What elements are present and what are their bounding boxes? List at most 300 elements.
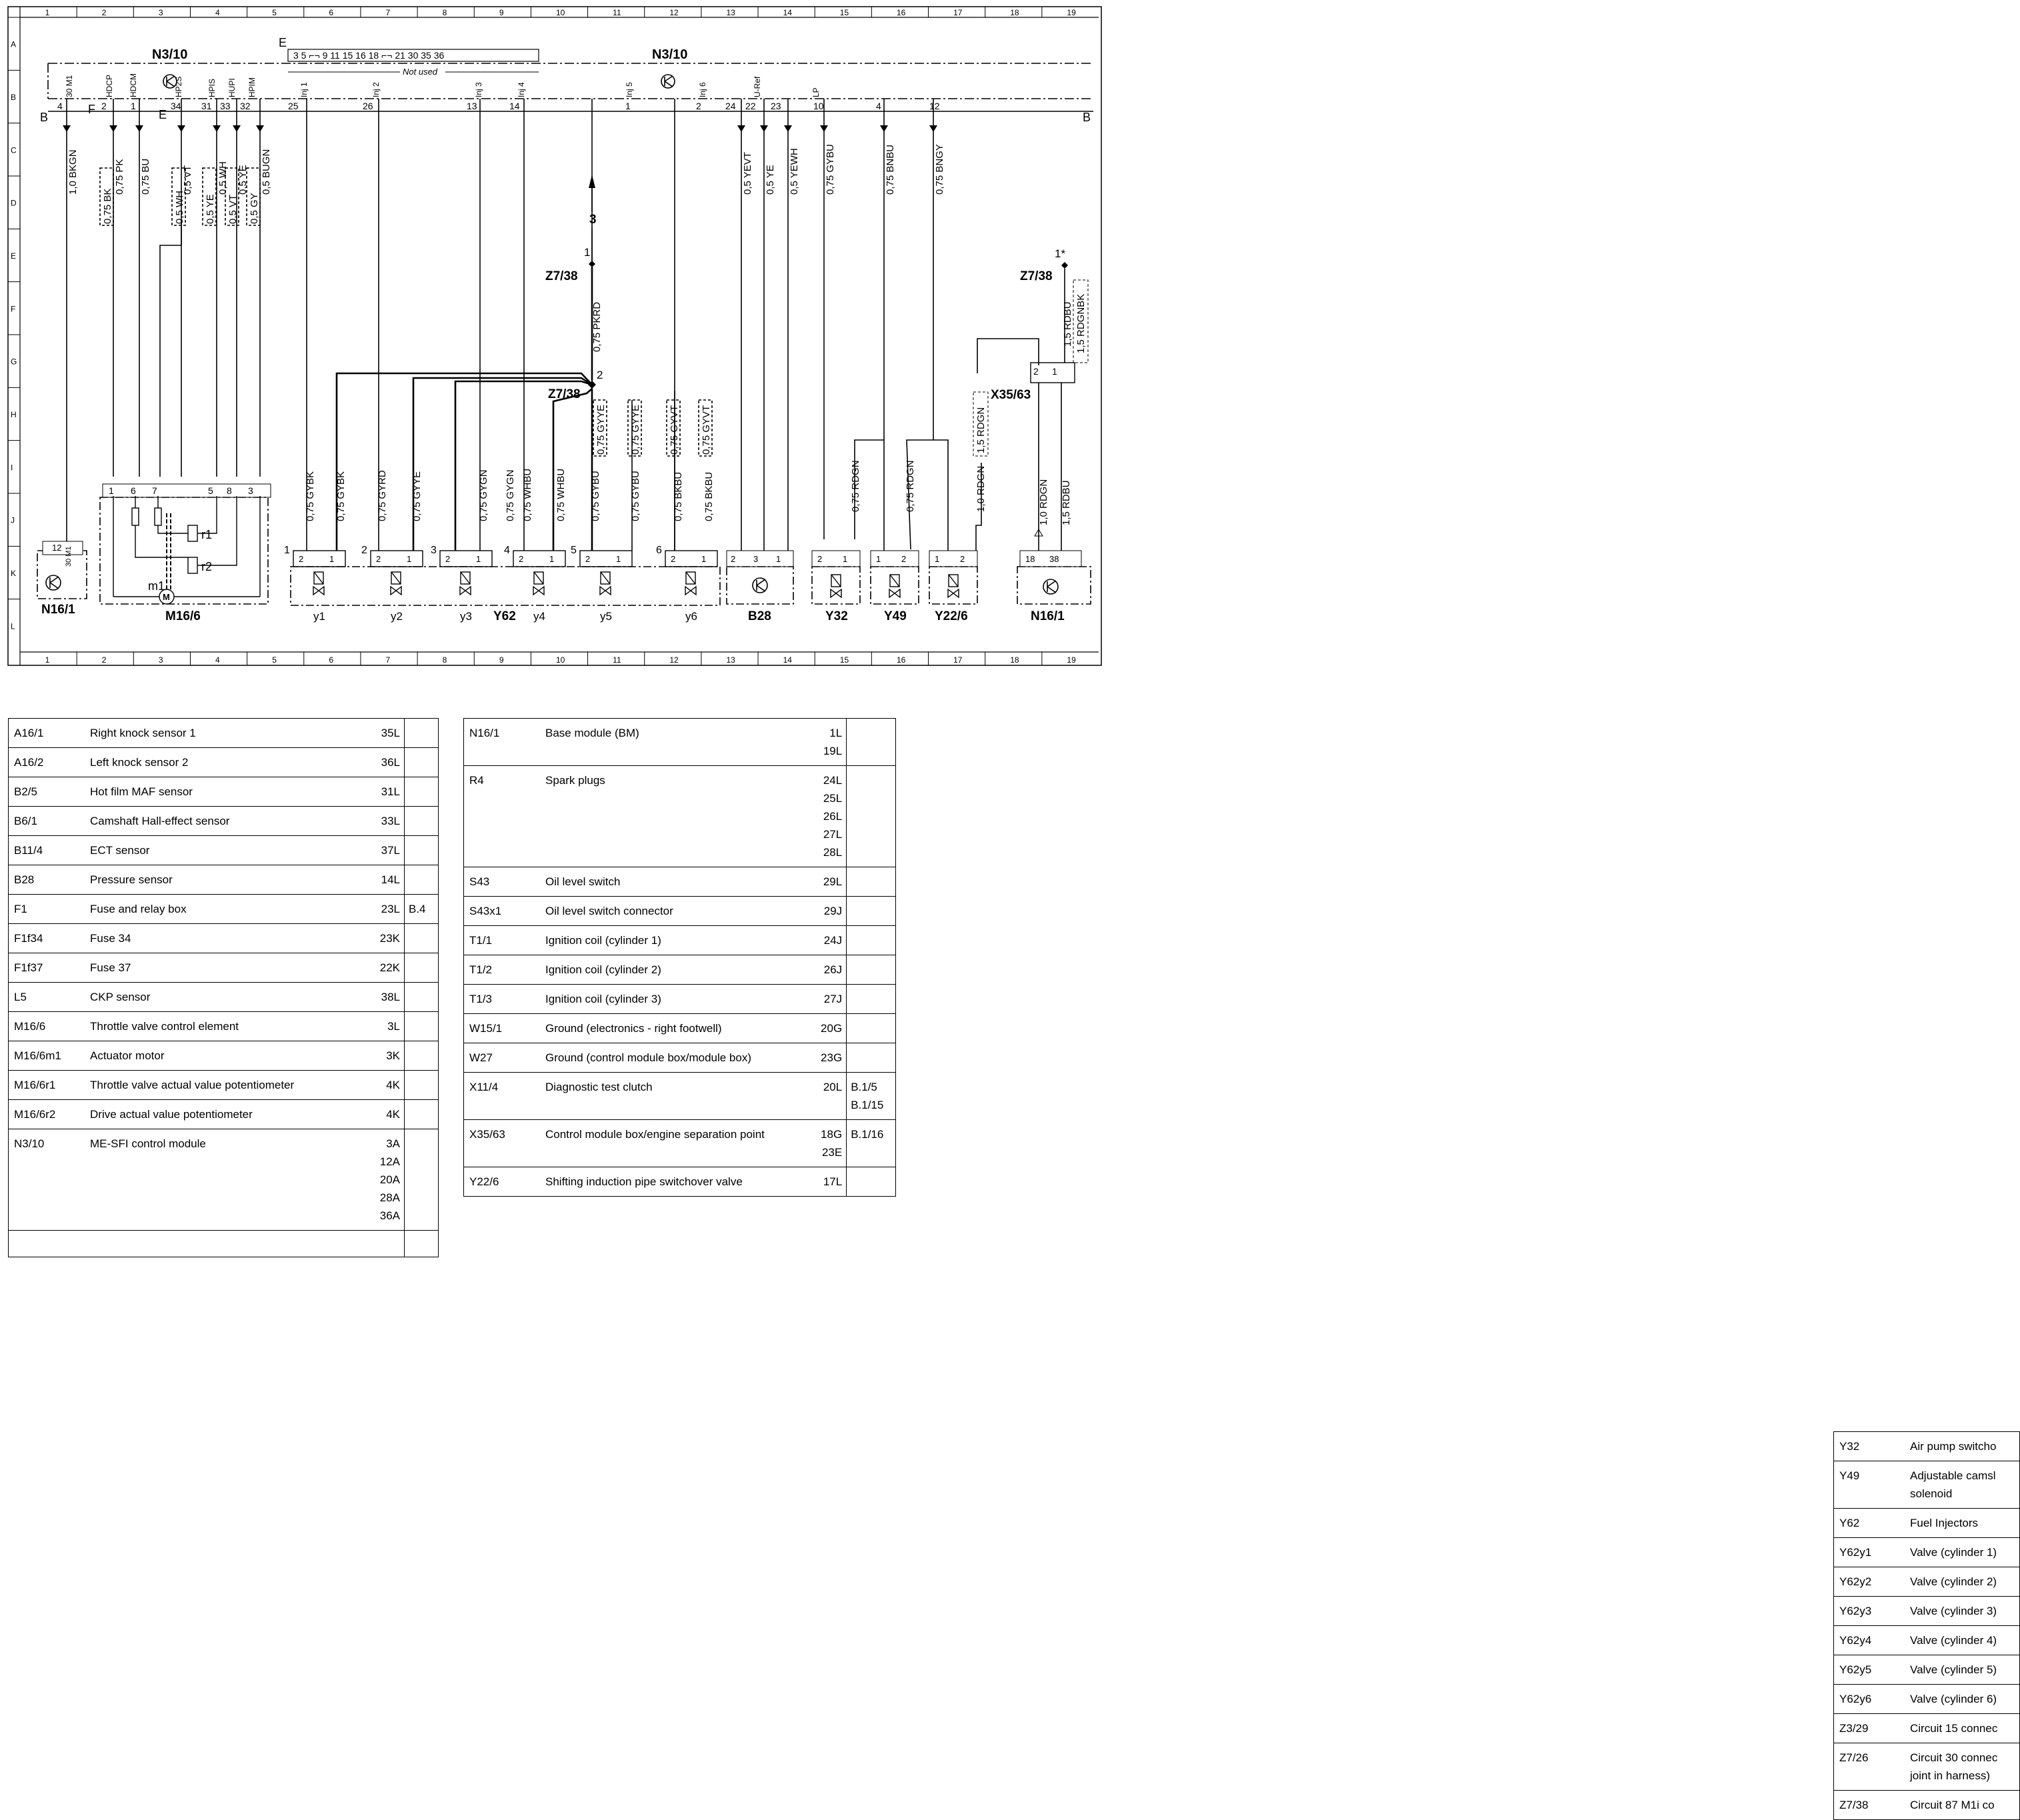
legend-ref — [405, 777, 439, 807]
solenoid-valve-icon — [948, 575, 959, 597]
legend-row — [1834, 1655, 2020, 1685]
legend-loc: 22K — [367, 953, 405, 983]
legend-loc: 23L — [367, 895, 405, 924]
legend-code: F1 — [9, 895, 87, 924]
transistor-icon — [1043, 579, 1058, 594]
row-label: E — [11, 251, 17, 261]
column-label: 14 — [783, 8, 792, 17]
wire-label: 0,75 BNGY — [934, 144, 945, 195]
legend-row — [1834, 1714, 2020, 1743]
wire-label: 0,75 BU — [140, 158, 151, 195]
pin-name: HP2S — [174, 76, 183, 97]
column-label: 6 — [329, 655, 334, 665]
column-label: 8 — [442, 655, 447, 665]
pin-name: Inj 4 — [517, 82, 526, 97]
legend-row — [1834, 1509, 2020, 1538]
column-label: 19 — [1067, 655, 1076, 665]
legend-desc: Control module box/engine separation point — [541, 1120, 811, 1167]
valve-label: y2 — [391, 610, 403, 623]
legend-code: T1/2 — [464, 955, 542, 985]
legend-desc: Fuse 37 — [86, 953, 367, 983]
svg-text:2: 2 — [731, 554, 736, 564]
legend-row — [9, 777, 439, 807]
legend-desc: Ignition coil (cylinder 2) — [541, 955, 811, 985]
wire-label: 0,5 YE — [765, 165, 776, 195]
column-label: 10 — [556, 655, 565, 665]
pin-name: HDCM — [129, 73, 138, 97]
column-label: 5 — [272, 655, 277, 665]
pin-name: U-Ref — [753, 76, 762, 97]
label-e-top: E — [279, 36, 287, 49]
legend-desc: Drive actual value potentiometer — [86, 1100, 367, 1129]
shield-label: 0,5 WH — [174, 190, 185, 224]
legend-row — [464, 955, 896, 985]
legend-ref — [405, 1012, 439, 1041]
pin-name-labels — [65, 73, 821, 97]
n3-10-label-left: N3/10 — [152, 47, 188, 62]
column-label: 7 — [385, 655, 391, 665]
svg-text:1: 1 — [843, 554, 848, 564]
pin-name: Inj 5 — [625, 82, 634, 97]
legend-row — [9, 1041, 439, 1071]
solenoid-valve-icon — [685, 572, 696, 595]
legend-row — [464, 1073, 896, 1120]
legend-code: R4 — [464, 766, 542, 867]
splice-node-icon — [589, 261, 595, 267]
valve-number: 6 — [656, 545, 662, 556]
legend-desc: Hot film MAF sensor — [86, 777, 367, 807]
column-label: 3 — [158, 8, 163, 17]
y49-label: Y49 — [884, 609, 907, 623]
pin-number: 33 — [220, 101, 231, 111]
pin-number: 24 — [725, 101, 736, 111]
injector-wire-label: 0,75 WHBU — [522, 468, 533, 521]
shield-label: 0,5 YE — [205, 194, 216, 224]
legend-code: Y62y3 — [1834, 1597, 1907, 1626]
legend-ref — [405, 1129, 439, 1231]
n16-1-right-label: N16/1 — [1031, 609, 1065, 623]
wiring-diagram — [0, 0, 1099, 673]
injector-wire-label: 0,75 WHBU — [555, 468, 567, 521]
legend-loc: 36L — [367, 748, 405, 777]
connector-arrow-icon — [256, 125, 264, 132]
legend-code: Y62y1 — [1834, 1538, 1907, 1567]
legend-loc: 29L — [811, 867, 847, 897]
wire-label: 0,75 GYBU — [825, 144, 836, 195]
legend-code: L5 — [9, 983, 87, 1012]
n16-pin: 12 — [52, 543, 62, 553]
valve-label: y6 — [685, 610, 697, 623]
legend-code: Z7/38 — [1834, 1791, 1907, 1820]
legend-row — [9, 836, 439, 865]
column-label: 12 — [669, 655, 679, 665]
row-label: L — [11, 621, 15, 631]
legend-loc: 14L — [367, 865, 405, 895]
legend-code: W15/1 — [464, 1014, 542, 1043]
legend-code: S43 — [464, 867, 542, 897]
injector-wire-label: 0,75 GYBU — [590, 471, 601, 521]
connector-arrow-icon — [63, 125, 71, 132]
legend-desc: Diagnostic test clutch — [541, 1073, 811, 1120]
legend-code: Y49 — [1834, 1461, 1907, 1509]
m16-pin: 5 — [208, 485, 213, 496]
legend-code: M16/6 — [9, 1012, 87, 1041]
legend-code: B28 — [9, 865, 87, 895]
solenoid-valve-icon — [831, 575, 841, 597]
legend-row — [464, 1167, 896, 1197]
b28-box — [727, 567, 793, 604]
row-label: F — [11, 304, 16, 314]
legend-loc: 38L — [367, 983, 405, 1012]
legend-row — [464, 897, 896, 926]
legend-code: M16/6m1 — [9, 1041, 87, 1071]
legend-desc: Circuit 15 connec — [1906, 1714, 2020, 1743]
shield-label: 0,5 VT — [227, 194, 239, 224]
column-label: 13 — [726, 655, 735, 665]
y62-box — [291, 567, 720, 605]
legend-desc: ECT sensor — [86, 836, 367, 865]
svg-text:18: 18 — [1025, 554, 1035, 564]
label-b-right: B — [1083, 111, 1091, 124]
column-label: 5 — [272, 8, 277, 17]
pin-name: HPIM — [247, 77, 257, 97]
injector-shield-label: 0,75 GYYE — [630, 404, 641, 455]
wire-labels — [67, 144, 945, 521]
legend-loc: 33L — [367, 807, 405, 836]
n16-pin: 30 M1 — [65, 546, 73, 567]
svg-text:1: 1 — [776, 554, 781, 564]
column-label: 13 — [726, 8, 735, 17]
legend-desc: CKP sensor — [86, 983, 367, 1012]
legend-desc: Valve (cylinder 1) — [1906, 1538, 2020, 1567]
valve-label: y3 — [460, 610, 472, 623]
legend-loc: 29J — [811, 897, 847, 926]
row-ruler — [8, 17, 20, 631]
solenoid-valve-icon — [391, 572, 401, 595]
legend-desc: Ignition coil (cylinder 1) — [541, 926, 811, 955]
m16-6-box — [100, 497, 268, 604]
n3-10-label-right: N3/10 — [652, 47, 688, 62]
legend-ref — [405, 983, 439, 1012]
column-label: 15 — [839, 8, 849, 17]
legend-desc — [86, 1231, 367, 1257]
svg-text:1: 1 — [329, 554, 335, 564]
pin-name: HDCP — [105, 74, 114, 97]
legend-code: Y22/6 — [464, 1167, 542, 1197]
rdbu-top-wire: 1,5 RDBU — [1062, 301, 1073, 347]
legend-loc: 3K — [367, 1041, 405, 1071]
pin-number: 25 — [288, 101, 299, 111]
y32-box — [812, 567, 860, 604]
legend-loc: 37L — [367, 836, 405, 865]
transistor-icon — [753, 578, 767, 593]
pin-name: Inj 1 — [299, 82, 309, 97]
column-label: 4 — [215, 655, 220, 665]
connector-arrow-icon — [135, 125, 143, 132]
connector-arrow-icon — [929, 125, 937, 132]
label-f: F — [88, 103, 95, 116]
row-label: C — [11, 145, 17, 155]
column-label: 17 — [953, 655, 963, 665]
legend-code: Y62y6 — [1834, 1685, 1907, 1714]
legend-desc: Camshaft Hall-effect sensor — [86, 807, 367, 836]
legend-code: T1/3 — [464, 985, 542, 1014]
legend-code: N16/1 — [464, 719, 542, 766]
svg-text:2: 2 — [299, 554, 304, 564]
column-label: 8 — [442, 8, 447, 17]
legend-ref: B.1/16 — [847, 1120, 896, 1167]
svg-text:2: 2 — [585, 554, 591, 564]
wire-label: 0,5 WH — [217, 161, 229, 195]
svg-text:3: 3 — [753, 554, 759, 564]
legend-loc: 24L 25L 26L 27L 28L — [811, 766, 847, 867]
legend-loc: 20L — [811, 1073, 847, 1120]
column-label: 11 — [613, 655, 621, 665]
column-label: 16 — [896, 655, 906, 665]
injector-wire-label: 0,75 GYYE — [411, 471, 423, 521]
b28-label: B28 — [748, 609, 771, 623]
legend-row — [9, 1231, 439, 1257]
svg-text:2: 2 — [817, 554, 823, 564]
legend-code: X35/63 — [464, 1120, 542, 1167]
rdgn-wire-1: 0,75 RDGN — [850, 460, 861, 512]
legend-ref — [847, 926, 896, 955]
solenoid-valve-icon — [460, 572, 471, 595]
svg-text:2: 2 — [960, 554, 965, 564]
column-label: 19 — [1067, 8, 1076, 17]
row-label: K — [11, 569, 17, 578]
svg-text:1: 1 — [476, 554, 481, 564]
pin-number: 23 — [771, 101, 781, 111]
row-label: G — [11, 357, 17, 367]
valve-number: 2 — [361, 545, 367, 556]
legend-ref — [847, 719, 896, 766]
legend-code: Z3/29 — [1834, 1714, 1907, 1743]
legend-desc: Valve (cylinder 5) — [1906, 1655, 2020, 1685]
legend-desc: Base module (BM) — [541, 719, 811, 766]
injector-wire-label: 0,75 GYGN — [478, 469, 489, 521]
transistor-icon — [46, 575, 61, 590]
legend-ref: B.4 — [405, 895, 439, 924]
legend-loc: 23K — [367, 924, 405, 953]
svg-text:2: 2 — [519, 554, 524, 564]
injector-wire-label: 0,75 GYGN — [505, 469, 516, 521]
legend-code: Y62y2 — [1834, 1567, 1907, 1597]
column-label: 3 — [158, 655, 163, 665]
legend-code: Y62y4 — [1834, 1626, 1907, 1655]
legend-ref — [847, 955, 896, 985]
legend-code: T1/1 — [464, 926, 542, 955]
rdgnbk-wire: 1,5 RDGNBK — [1075, 293, 1087, 353]
pin-number-labels — [57, 101, 940, 111]
legend-code: F1f37 — [9, 953, 87, 983]
legend-row — [1834, 1567, 2020, 1597]
pin-number: 34 — [171, 101, 181, 111]
m16-pin: 3 — [248, 485, 253, 496]
motor-icon: M — [163, 592, 170, 602]
solenoid-valve-icon — [533, 572, 544, 595]
legend-desc: Actuator motor — [86, 1041, 367, 1071]
legend-ref — [405, 1041, 439, 1071]
valve-label: y4 — [533, 610, 545, 623]
row-label: J — [11, 515, 15, 525]
row-label: D — [11, 198, 17, 208]
column-label: 12 — [669, 8, 679, 17]
valve-label: y5 — [600, 610, 612, 623]
splice-node-icon — [1061, 262, 1068, 269]
wire-label: 0,5 VT — [182, 165, 193, 195]
column-label: 17 — [953, 8, 963, 17]
legend-row — [9, 807, 439, 836]
legend-ref — [847, 1043, 896, 1073]
connector-arrow-icon — [880, 125, 888, 132]
legend-desc: Oil level switch connector — [541, 897, 811, 926]
node-pin-1: 1 — [584, 246, 591, 259]
m16-6-internals — [113, 496, 260, 604]
row-label: I — [11, 463, 13, 473]
pin-number: 14 — [509, 101, 520, 111]
legend-desc: Valve (cylinder 3) — [1906, 1597, 2020, 1626]
pin-name: HPIS — [207, 78, 217, 97]
column-label: 2 — [101, 655, 107, 665]
solenoid-valve-icon — [600, 572, 611, 595]
legend-row — [1834, 1461, 2020, 1509]
legend-ref — [405, 865, 439, 895]
legend-row — [9, 719, 439, 748]
legend-loc: 4K — [367, 1100, 405, 1129]
legend-desc: Circuit 87 M1i co — [1906, 1791, 2020, 1820]
legend-table-3-clip — [913, 713, 1998, 1811]
column-label: 9 — [499, 655, 504, 665]
injector-shield-label: 0,75 GYVT — [669, 405, 680, 455]
legend-code: X11/4 — [464, 1073, 542, 1120]
y22_6-label: Y22/6 — [935, 609, 968, 623]
legend-loc: 24J — [811, 926, 847, 955]
y62-label: Y62 — [493, 609, 516, 623]
legend-row — [464, 766, 896, 867]
y49-box — [871, 567, 919, 604]
m16-pin: 1 — [109, 485, 114, 496]
injector-wire-label: 0,75 GYBK — [305, 471, 316, 521]
m16-pin: 6 — [131, 485, 136, 496]
pin-number: 2 — [101, 101, 107, 111]
m16-r1: r1 — [201, 528, 213, 541]
connector-arrow-icon — [233, 125, 241, 132]
legend-code: Y32 — [1834, 1432, 1907, 1461]
legend-desc: Adjustable camsl solenoid — [1906, 1461, 2020, 1509]
legend-row — [9, 895, 439, 924]
node-pin-1-star: 1* — [1055, 247, 1066, 260]
legend-row — [1834, 1597, 2020, 1626]
svg-text:2: 2 — [901, 554, 907, 564]
pin-name: LP — [811, 87, 821, 97]
legend-loc — [367, 1231, 405, 1257]
svg-text:1: 1 — [701, 554, 707, 564]
connector-arrow-icon — [820, 125, 828, 132]
pkrd-wire-label: 0,75 PKRD — [591, 301, 603, 352]
row-label: H — [11, 410, 17, 419]
row-label: B — [11, 93, 17, 102]
legend-desc: Shifting induction pipe switchover valve — [541, 1167, 811, 1197]
pin-number: 13 — [467, 101, 477, 111]
legend-desc: Circuit 30 connec joint in harness) — [1906, 1743, 2020, 1791]
legend-desc: Ground (control module box/module box) — [541, 1043, 811, 1073]
legend-loc: 17L — [811, 1167, 847, 1197]
rdgn-shield: 1,5 RDGN — [975, 407, 987, 453]
legend-row — [1834, 1791, 2020, 1820]
column-label: 7 — [385, 8, 391, 17]
legend-loc: 20G — [811, 1014, 847, 1043]
pin-number: 12 — [929, 101, 940, 111]
column-label: 10 — [556, 8, 565, 17]
legend-desc: ME-SFI control module — [86, 1129, 367, 1231]
valve-label: y1 — [313, 610, 325, 623]
legend-code: Z7/26 — [1834, 1743, 1907, 1791]
legend-loc: 3A 12A 20A 28A 36A — [367, 1129, 405, 1231]
legend-code: B11/4 — [9, 836, 87, 865]
connector-arrow-icon — [109, 125, 117, 132]
z7-38-label-mid: Z7/38 — [548, 387, 581, 401]
connector-arrow-icon — [213, 125, 221, 132]
legend-table-3 — [1833, 1431, 2020, 1820]
valve-number: 3 — [431, 545, 437, 556]
legend-row — [1834, 1626, 2020, 1655]
pin-name: Inj 2 — [371, 82, 381, 97]
m16-6-label: M16/6 — [165, 609, 201, 623]
legend-desc: Pressure sensor — [86, 865, 367, 895]
svg-text:38: 38 — [1049, 554, 1059, 564]
rdgn-wire-2: 0,75 RDGN — [905, 460, 916, 512]
legend-ref — [405, 807, 439, 836]
legend-desc: Valve (cylinder 2) — [1906, 1567, 2020, 1597]
legend-desc: Fuse 34 — [86, 924, 367, 953]
legend-row — [464, 1120, 896, 1167]
legend-row — [1834, 1432, 2020, 1461]
pin-number: 1 — [625, 101, 631, 111]
legend-table-2 — [463, 718, 896, 1197]
legend-row — [9, 953, 439, 983]
node-pin-2: 2 — [597, 369, 603, 381]
svg-text:1: 1 — [407, 554, 412, 564]
pin-number: 2 — [696, 101, 701, 111]
legend-code: B6/1 — [9, 807, 87, 836]
legend-ref — [405, 1100, 439, 1129]
legend-desc: Right knock sensor 1 — [86, 719, 367, 748]
connector-arrow-icon — [784, 125, 792, 132]
pin-name: HUPI — [227, 78, 237, 97]
legend-loc: 3L — [367, 1012, 405, 1041]
m16-m1: m1 — [148, 579, 165, 593]
continuation-ref: 3 — [589, 213, 597, 227]
injector-wire-label: 0,75 GYBK — [335, 471, 347, 521]
legend-desc: Throttle valve actual value potentiometer — [86, 1071, 367, 1100]
legend-loc: 18G 23E — [811, 1120, 847, 1167]
pin-number: 1 — [131, 101, 136, 111]
pin-number: 4 — [57, 101, 63, 111]
svg-text:1: 1 — [935, 554, 940, 564]
pin-number: 32 — [240, 101, 251, 111]
legend-ref — [405, 719, 439, 748]
legend-desc: Air pump switcho — [1906, 1432, 2020, 1461]
legend-loc: 23G — [811, 1043, 847, 1073]
legend-row — [1834, 1685, 2020, 1714]
legend-ref — [847, 867, 896, 897]
legend-row — [464, 1014, 896, 1043]
z7-38-label-right: Z7/38 — [1020, 269, 1053, 283]
legend-ref — [847, 897, 896, 926]
legend-code: B2/5 — [9, 777, 87, 807]
legend-desc: Ignition coil (cylinder 3) — [541, 985, 811, 1014]
